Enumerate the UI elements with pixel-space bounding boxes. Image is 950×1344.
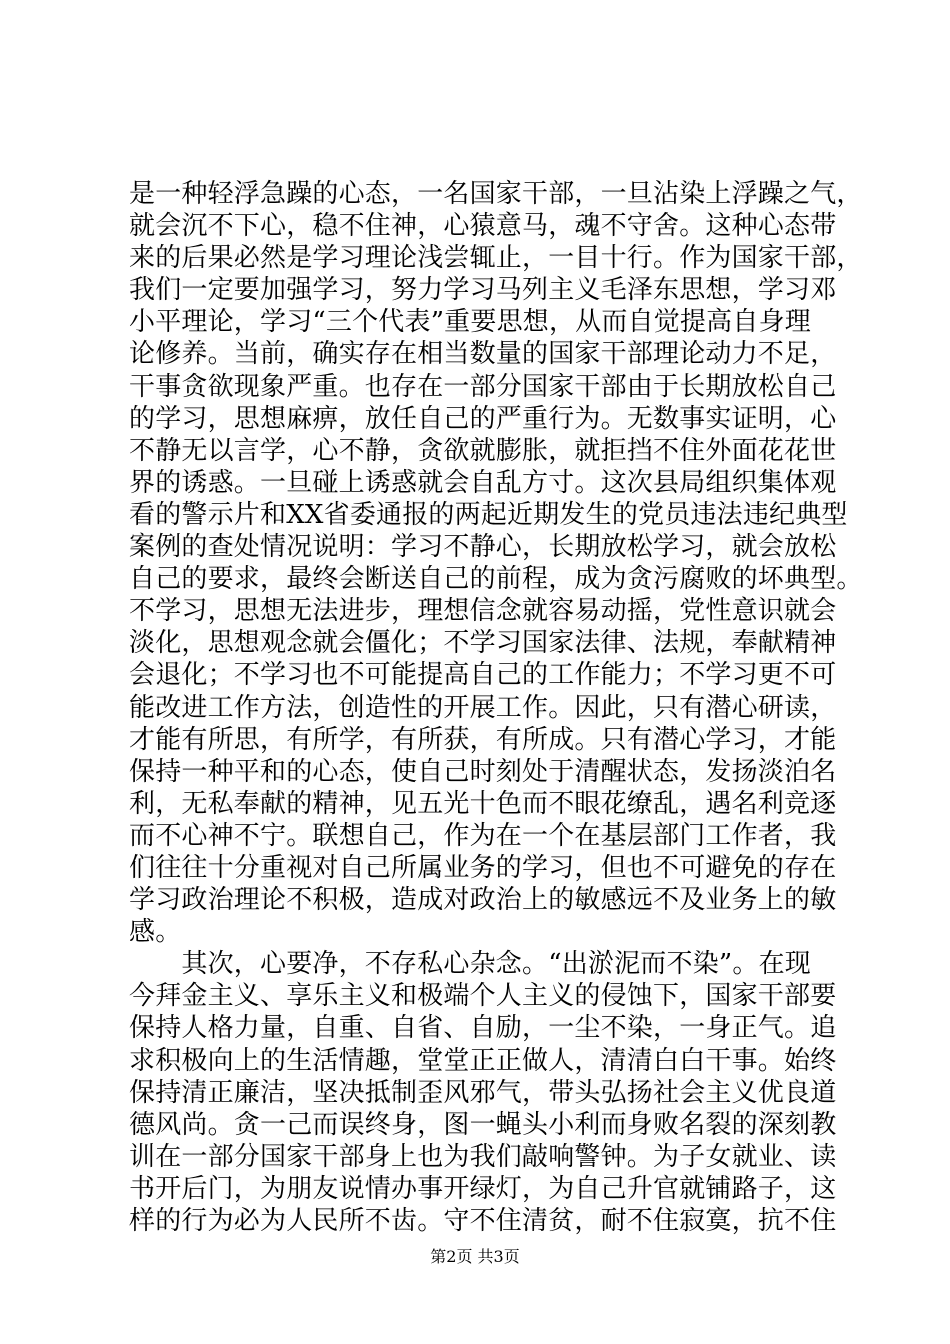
text-line: 书开后门，为朋友说情办事开绿灯，为自己升官就铺路子，这 (129, 1173, 837, 1204)
text-line: 今拜金主义、享乐主义和极端个人主义的侵蚀下，国家干部要 (129, 981, 837, 1012)
text-line: 会退化；不学习也不可能提高自己的工作能力；不学习更不可 (129, 660, 837, 691)
text-line: 我们一定要加强学习，努力学习马列主义毛泽东思想，学习邓 (129, 275, 837, 306)
text-line: 求积极向上的生活情趣，堂堂正正做人，清清白白干事。始终 (129, 1045, 837, 1076)
text-line: 训在一部分国家干部身上也为我们敲响警钟。为子女就业、读 (129, 1141, 837, 1172)
text-line: 其次，心要净，不存私心杂念。“出淤泥而不染”。在现 (129, 949, 811, 980)
text-line: 界的诱惑。一旦碰上诱惑就会自乱方寸。这次县局组织集体观 (129, 467, 837, 498)
text-line: 看的警示片和XX省委通报的两起近期发生的党员违法违纪典型 (129, 499, 848, 530)
text-line: 保持清正廉洁，坚决抵制歪风邪气，带头弘扬社会主义优良道 (129, 1077, 837, 1108)
text-line: 案例的查处情况说明：学习不静心，长期放松学习，就会放松 (129, 532, 837, 563)
text-line: 论修养。当前，确实存在相当数量的国家干部理论动力不足， (129, 339, 837, 370)
text-line: 感。 (129, 917, 182, 948)
page-number: 第2页 共3页 (430, 1247, 520, 1266)
text-line: 就会沉不下心，稳不住神，心猿意马，魂不守舍。这种心态带 (129, 211, 837, 242)
text-line: 不学习，思想无法进步，理想信念就容易动摇，党性意识就会 (129, 596, 837, 627)
text-line: 而不心神不宁。联想自己，作为在一个在基层部门工作者，我 (129, 820, 837, 851)
text-line: 的学习，思想麻痹，放任自己的严重行为。无数事实证明，心 (129, 403, 837, 434)
text-line: 样的行为必为人民所不齿。守不住清贫，耐不住寂寞，抗不住 (129, 1206, 837, 1236)
text-line: 是一种轻浮急躁的心态，一名国家干部，一旦沾染上浮躁之气， (129, 179, 863, 209)
page-footer (0, 1247, 950, 1267)
text-line: 不静无以言学，心不静，贪欲就膨胀，就拒挡不住外面花花世 (129, 435, 837, 466)
text-line: 淡化，思想观念就会僵化；不学习国家法律、法规，奉献精神 (129, 628, 837, 659)
text-line: 德风尚。贪一己而误终身，图一蝇头小利而身败名裂的深刻教 (129, 1109, 837, 1140)
text-line: 利，无私奉献的精神，见五光十色而不眼花缭乱，遇名利竞逐 (129, 788, 837, 819)
text-line: 学习政治理论不积极，造成对政治上的敏感远不及业务上的敏 (129, 885, 837, 916)
text-line: 们往往十分重视对自己所属业务的学习，但也不可避免的存在 (129, 852, 837, 883)
text-line: 保持一种平和的心态，使自己时刻处于清醒状态，发扬淡泊名 (129, 756, 837, 787)
text-line: 才能有所思，有所学，有所获，有所成。只有潜心学习，才能 (129, 724, 837, 755)
text-line: 小平理论，学习“三个代表”重要思想，从而自觉提高自身理 (129, 307, 811, 338)
body-text (129, 178, 863, 1237)
text-line: 来的后果必然是学习理论浅尝辄止，一目十行。作为国家干部， (129, 243, 863, 274)
text-line: 干事贪欲现象严重。也存在一部分国家干部由于长期放松自己 (129, 371, 837, 402)
text-line: 能改进工作方法，创造性的开展工作。因此，只有潜心研读， (129, 692, 837, 723)
text-line: 自己的要求，最终会断送自己的前程，成为贪污腐败的坏典型。 (129, 564, 863, 595)
text-line: 保持人格力量，自重、自省、自励，一尘不染，一身正气。追 (129, 1013, 837, 1044)
